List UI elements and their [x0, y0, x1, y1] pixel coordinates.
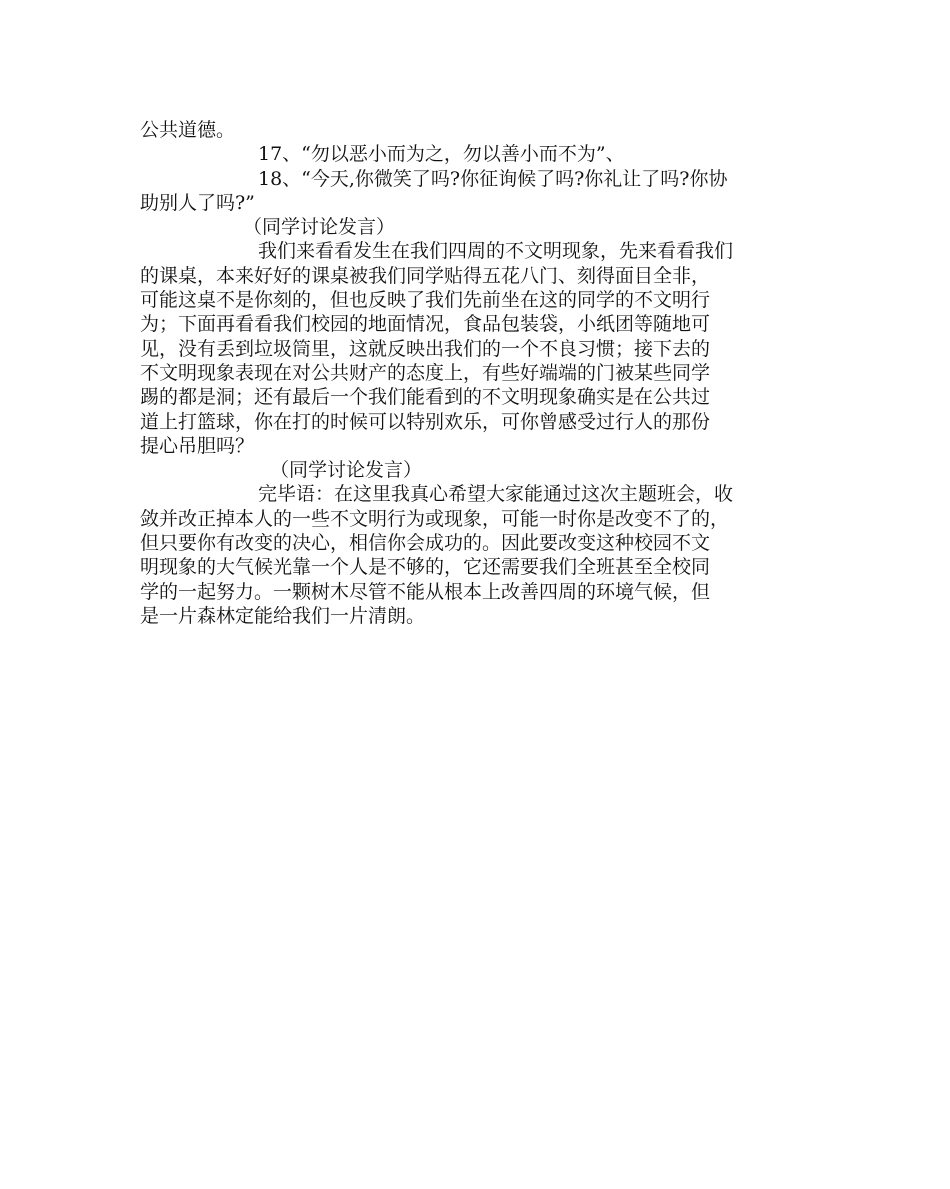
document-body — [140, 118, 820, 628]
text-line: 明现象的大气候光靠一个人是不够的，它还需要我们全班甚至全校同 — [140, 556, 711, 579]
discussion-note: （同学讨论发言） — [243, 216, 396, 239]
text-line: 我们来看看发生在我们四周的不文明现象，先来看看我们 — [258, 240, 734, 263]
text-line: 公共道德。 — [140, 119, 236, 141]
text-line: 见，没有丢到垃圾筒里，这就反映出我们的一个不良习惯；接下去的 — [140, 337, 711, 360]
text-line: 17、“勿以恶小而为之，勿以善小而不为”、 — [258, 143, 625, 166]
text-line: 助别人了吗?” — [140, 191, 255, 214]
text-line: 为；下面再看看我们校园的地面情况，食品包装袋，小纸团等随地可 — [140, 313, 711, 336]
text-line: 不文明现象表现在对公共财产的态度上，有些好端端的门被某些同学 — [140, 361, 711, 384]
text-line: 学的一起努力。一颗树木尽管不能从根本上改善四周的环境气候，但 — [140, 580, 711, 603]
text-line: 是一片森林定能给我们一片清朗。 — [140, 604, 426, 627]
text-line: 18、“今天,你微笑了吗?你征询候了吗?你礼让了吗?你协 — [258, 167, 728, 190]
text-line: 道上打篮球，你在打的时候可以特别欢乐，可你曾感受过行人的那份 — [140, 410, 711, 433]
text-line: 可能这桌不是你刻的，但也反映了我们先前坐在这的同学的不文明行 — [140, 289, 711, 312]
text-line: 的课桌，本来好好的课桌被我们同学贴得五花八门、刻得面目全非， — [140, 264, 711, 287]
discussion-note: （同学讨论发言） — [270, 459, 423, 482]
text-line: 完毕语：在这里我真心希望大家能通过这次主题班会，收 — [258, 483, 734, 506]
text-line: 但只要你有改变的决心，相信你会成功的。因此要改变这种校园不文 — [140, 532, 711, 555]
text-line: 踢的都是洞；还有最后一个我们能看到的不文明现象确实是在公共过 — [140, 386, 711, 409]
text-line: 敛并改正掉本人的一些不文明行为或现象，可能一时你是改变不了的， — [140, 507, 730, 530]
text-line: 提心吊胆吗？ — [140, 434, 255, 457]
